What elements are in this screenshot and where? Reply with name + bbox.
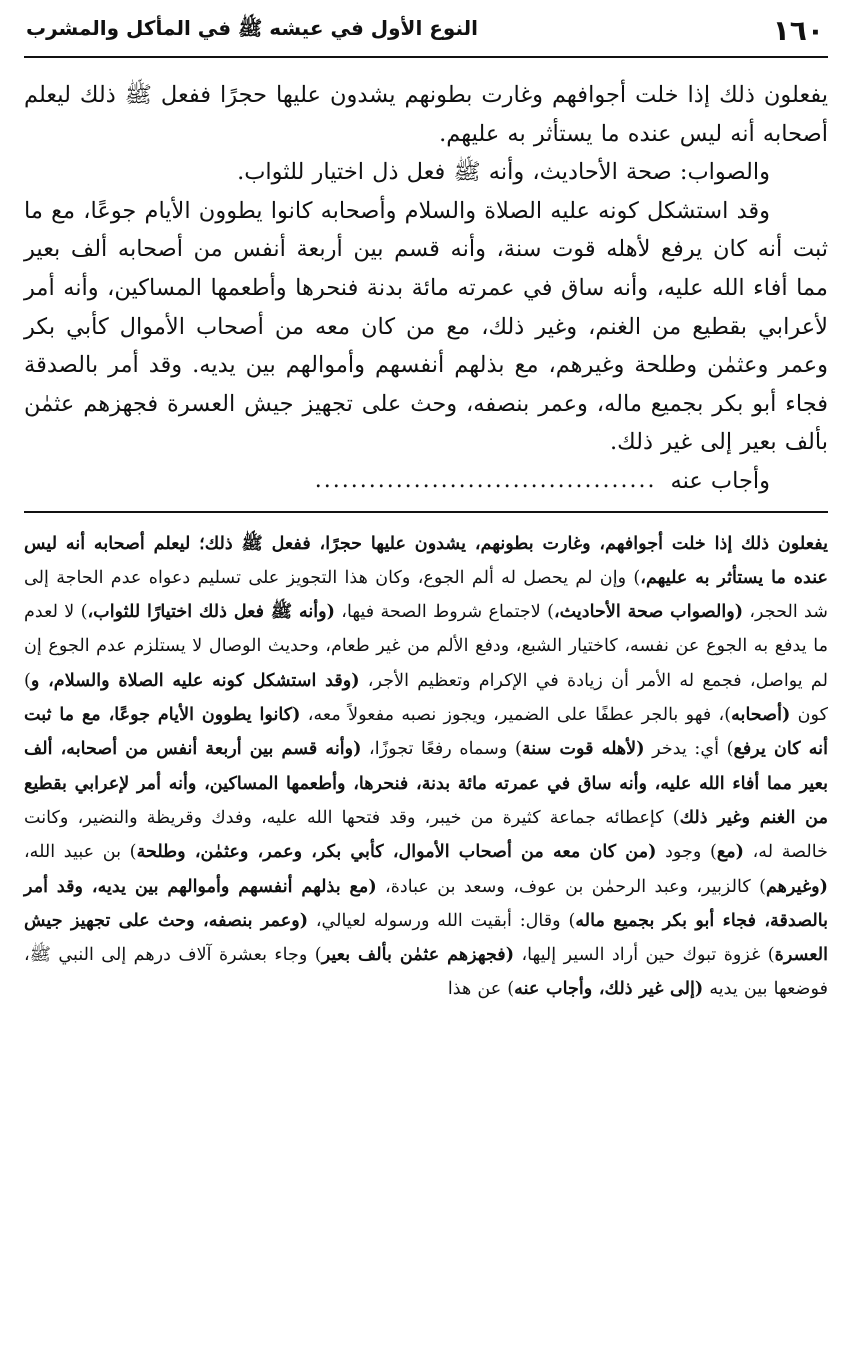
commentary: ) أي: يدخر (644, 739, 734, 760)
commentary: ) عن هذا (447, 979, 515, 1000)
commentary: ) وجود (656, 842, 717, 863)
quoted-matn: يفعلون ذلك إذا خلت أجوافهم، وغارت بطونهم، يشدون عليها حجرًا، ففعل ﷺ ذلك؛ ليعلم أصحابه أنه ليس عنده ما يستأثر به عليهم، (24, 532, 828, 588)
quoted-matn: (فجهزهم عثمٰن بألف بعير (321, 944, 515, 966)
quoted-matn: (كانوا يطوون الأيام جوعًا، مع ما ثبت أنه كان يرفع (24, 704, 828, 760)
main-paragraph-4-text: وأجاب عنه (670, 467, 770, 494)
section-divider (24, 511, 828, 513)
running-title: النوع الأول في عيشه ﷺ في المأكل والمشرب (26, 15, 478, 40)
commentary: ) بن عبيد الله، (24, 842, 137, 863)
quoted-matn: (مع بذلهم أنفسهم وأموالهم بين يديه، وقد أمر بالصدقة، فجاء أبو بكر بجميع ماله (24, 875, 828, 931)
quoted-matn: (مع (716, 841, 744, 863)
commentary-paragraph (24, 527, 828, 1007)
commentary: ) كون (24, 670, 829, 726)
commentary: ) غزوة تبوك حين أراد السير إليها، (514, 945, 775, 966)
commentary: ) وجاء بعشرة آلاف درهم إلى النبي ﷺ، فوضعها بين يديه (24, 945, 828, 1000)
quoted-matn: (إلى غير ذلك، وأجاب عنه (514, 978, 704, 1000)
main-paragraph-2: والصواب: صحة الأحاديث، وأنه ﷺ فعل ذل اختيار للثواب. (237, 159, 770, 186)
ellipsis-dots: ...................................... (314, 467, 657, 493)
commentary: ) لاجتماع شروط الصحة فيها، (334, 602, 554, 623)
quoted-matn: (وغيرهم (765, 875, 828, 897)
quoted-matn: (أصحابه (731, 704, 791, 726)
quoted-matn: (وأنه قسم بين أربعة أنفس من أصحابه، ألف بعير مما أفاء الله عليه، وأنه ساق في عمرته مائة بدنة، فنحرها، وأطعمها المساكين، وأنه أمر لإعرابي بقطيع من الغنم وغير ذلك (24, 738, 828, 828)
quoted-matn: (وأنه ﷺ فعل ذلك اختيارًا للثواب، (87, 601, 335, 623)
quoted-matn: (والصواب صحة الأحاديث، (553, 601, 744, 623)
commentary: ) كالزبير، وعبد الرحمٰن بن عوف، وسعد بن عبادة، (376, 876, 766, 897)
quoted-matn: (وقد استشكل كونه عليه الصلاة والسلام، و (30, 669, 360, 691)
main-paragraph-3: وقد استشكل كونه عليه الصلاة والسلام وأصحابه كانوا يطوون الأيام جوعًا، مع ما ثبت أنه كان يرفع لأهله قوت سنة، وأنه قسم بين أربعة أنفس من أصحابه ألف بعير مما أفاء الله عليه، وأنه ساق في عمرته مائة بدنة فنحرها وأطعمها المساكين، وأنه أمر لأعرابي بقطيع من الغنم، وغير ذلك، مع من كان معه من أصحاب الأموال كأبي بكر وعمر وعثمٰن وطلحة وغيرهم، مع بذلهم أنفسهم وأموالهم بين يديه. وقد أمر بالصدقة فجاء أبو بكر بجميع ماله، وعمر بنصفه، وحث على تجهيز جيش العسرة فجهزهم عثمٰن بألف بعير إلى غير ذلك. (24, 197, 828, 456)
quoted-matn: (من كان معه من أصحاب الأموال، كأبي بكر، وعمر، وعثمٰن، وطلحة (136, 841, 657, 863)
commentary-text (24, 527, 828, 1007)
page-number: ١٦٠ (772, 13, 824, 47)
main-text (24, 76, 828, 501)
commentary: ) كإعطائه جماعة كثيرة من خيبر، وقد فتحها الله عليه، وفدك وقريظة والنضير، وكانت خالصة له، (24, 807, 828, 863)
commentary: ) وقال: أبقيت الله ورسوله لعيالي، (308, 910, 576, 931)
commentary: ) وسماه رفعًا تجوزًا، (361, 739, 522, 760)
commentary: ) لا لعدم ما يدفع به الجوع عن نفسه، كاختيار الشبع، ودفع الألم من غير طعام، وحديث الوصال لا يستلزم عدم الجوع إن لم يواصل، فجمع له الأمر أن زيادة في الإكرام وتعظيم الأجر، (24, 602, 828, 691)
quoted-matn: (لأهله قوت سنة (521, 738, 645, 760)
page-header (24, 4, 828, 58)
main-paragraph-1: يفعلون ذلك إذا خلت أجوافهم وغارت بطونهم يشدون عليها حجرًا ففعل ﷺ ذلك ليعلم أصحابه أنه ليس عنده ما يستأثر به عليهم. (24, 82, 828, 147)
quoted-matn: (وعمر بنصفه، وحث على تجهيز جيش العسرة (24, 909, 828, 966)
main-paragraph-4 (24, 462, 828, 501)
commentary: )، فهو بالجر عطفًا على الضمير، ويجوز نصبه مفعولاً معه، (300, 705, 732, 726)
commentary: ) وإن لم يحصل له ألم الجوع، وكان هذا التجويز على تسليم دعواه عدم الحاجة إلى شد الحجر، (24, 567, 828, 623)
